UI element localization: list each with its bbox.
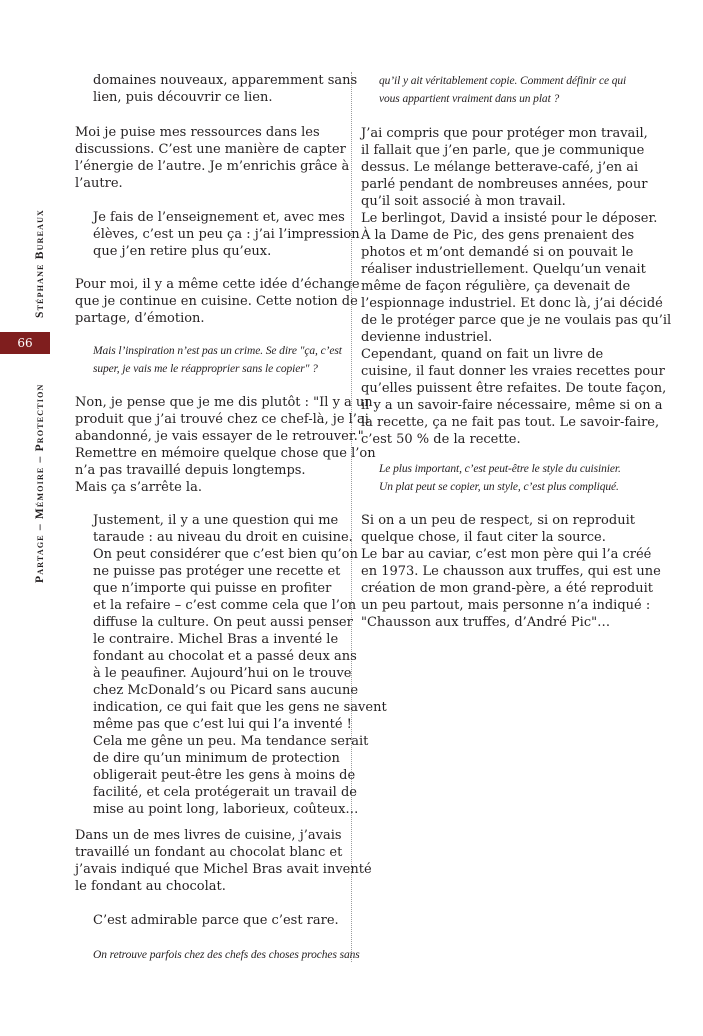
paragraph [75,209,360,260]
text-line: fondant au chocolat et a passé deux ans [93,649,357,664]
running-head-section: Partage – Mémoire – Protection [34,383,46,583]
paragraph [75,512,387,818]
text-line: élèves, c’est un peu ça : j’ai l’impression [93,227,360,242]
text-line: quelque chose, il faut citer la source. [361,530,606,545]
text-line: devienne industriel. [361,330,493,345]
text-line: création de mon grand-père, a été reproduit [361,581,653,596]
text-line: vous appartient vraiment dans un plat ? [379,93,560,105]
text-line: c’est 50 % de la recette. [361,432,521,447]
text-line: "Chausson aux truffes, d’André Pic"… [361,615,611,630]
text-line: la recette, ça ne fait pas tout. Le savoir-faire, [361,415,660,430]
text-line: indication, ce qui fait que les gens ne savent [93,700,387,715]
text-line: et la refaire – c’est comme cela que l’on [93,598,357,613]
text-line: J’ai compris que pour protéger mon travail, [361,126,648,141]
text-line: obligerait peut-être les gens à moins de [93,768,356,783]
text-line: Dans un de mes livres de cuisine, j’avais [75,828,342,843]
text-line: C’est admirable parce que c’est rare. [93,913,339,928]
text-line: l’énergie de l’autre. Je m’enrichis grâce à [75,159,350,174]
text-line: j’avais indiqué que Michel Bras avait inventé [75,862,372,877]
text-line: partage, d’émotion. [75,311,205,326]
interview-question [93,946,360,964]
text-line: qu’il soit associé à mon travail. [361,194,566,209]
text-line: Cela me gêne un peu. Ma tendance serait [93,734,369,749]
text-line: facilité, et cela protégerait un travail de [93,785,357,800]
text-line: Justement, il y a une question qui me [93,513,339,528]
paragraph [75,912,347,929]
text-line: ne puisse pas protéger une recette et [93,564,341,579]
running-head-author: Stéphane Bureaux [34,208,46,318]
text-line: l’espionnage industriel. Et donc là, j’ai décidé [361,296,663,311]
text-line: le fondant au chocolat. [75,879,226,894]
text-line: Mais l’inspiration n’est pas un crime. Se dire "ça, c’est [93,345,342,357]
text-line: que j’en retire plus qu’eux. [93,244,272,259]
text-line: Mais ça s’arrête la. [75,480,202,495]
text-line: Pour moi, il y a même cette idée d’échange [75,277,360,292]
page-number: 66 [17,336,33,350]
text-line: diffuse la culture. On peut aussi penser [93,615,353,630]
text-line: cuisine, il faut donner les vraies recettes pour [361,364,665,379]
interview-question [93,342,347,378]
text-line: Moi je puise mes ressources dans les [75,125,320,140]
text-line: À la Dame de Pic, des gens prenaient des [361,228,635,243]
text-line: Non, je pense que je me dis plutôt : "Il y a un [75,395,373,410]
text-line: à le peaufiner. Aujourd’hui on le trouve [93,666,352,681]
text-line: Remettre en mémoire quelque chose que l’on [75,446,376,461]
text-line: Je fais de l’enseignement et, avec mes [93,210,345,225]
text-line: il fallait que j’en parle, que je communique [361,143,645,158]
text-line: l’autre. [75,176,123,191]
text-line: dessus. Le mélange betterave-café, j’en ai [361,160,639,175]
text-line: qu’il y ait véritablement copie. Comment définir ce qui [379,75,627,87]
paragraph [75,276,360,327]
paragraph [75,394,376,496]
text-line: que je continue en cuisine. Cette notion de [75,294,358,309]
interview-question [379,72,629,108]
text-line: taraude : au niveau du droit en cuisine. [93,530,353,545]
text-line: photos et m’ont demandé si on pouvait le [361,245,634,260]
text-line: de dire qu’un minimum de protection [93,751,340,766]
text-line: On peut considérer que c’est bien qu’on [93,547,358,562]
text-line: qu’elles puissent être refaites. De toute façon, [361,381,667,396]
column-divider [351,72,352,962]
paragraph [361,125,672,448]
text-line: n’a pas travaillé depuis longtemps. [75,463,306,478]
text-line: un peu partout, mais personne n’a indiqué : [361,598,651,613]
text-line: réaliser industriellement. Quelqu’un venait [361,262,646,277]
text-line: On retrouve parfois chez des chefs des choses proches sans [93,949,360,961]
paragraph [75,827,372,895]
text-line: chez McDonald’s ou Picard sans aucune [93,683,359,698]
text-line: abandonné, je vais essayer de le retrouver." [75,429,364,444]
text-line: en 1973. Le chausson aux truffes, qui est une [361,564,661,579]
text-line: Si on a un peu de respect, si on reproduit [361,513,635,528]
text-line: il y a un savoir-faire nécessaire, même si on a [361,398,663,413]
text-line: parlé pendant de nombreuses années, pour [361,177,648,192]
text-line: que n’importe qui puisse en profiter [93,581,332,596]
text-line: discussions. C’est une manière de capter [75,142,346,157]
text-line: de le protéger parce que je ne voulais pas qu’il [361,313,672,328]
paragraph [361,512,661,631]
text-line: Le plus important, c’est peut-être le style du cuisinier. [379,463,621,475]
text-line: Cependant, quand on fait un livre de [361,347,604,362]
text-line: Un plat peut se copier, un style, c’est plus compliqué. [379,481,619,493]
text-line: produit que j’ai trouvé chez ce chef-là, je l’ai [75,412,369,427]
text-line: même de façon régulière, ça devenait de [361,279,631,294]
text-line: super, je vais me le réapproprier sans le copier" ? [93,363,318,375]
text-line: mise au point long, laborieux, coûteux… [93,802,359,817]
interview-question [379,460,629,496]
text-line: Le berlingot, David a insisté pour le déposer. [361,211,658,226]
paragraph [75,72,358,106]
text-line: Le bar au caviar, c’est mon père qui l’a créé [361,547,652,562]
text-line: domaines nouveaux, apparemment sans [93,73,358,88]
paragraph [75,124,350,192]
text-line: le contraire. Michel Bras a inventé le [93,632,339,647]
text-line: même pas que c’est lui qui l’a inventé ! [93,717,352,732]
text-line: travaillé un fondant au chocolat blanc et [75,845,343,860]
text-line: lien, puis découvrir ce lien. [93,90,273,105]
